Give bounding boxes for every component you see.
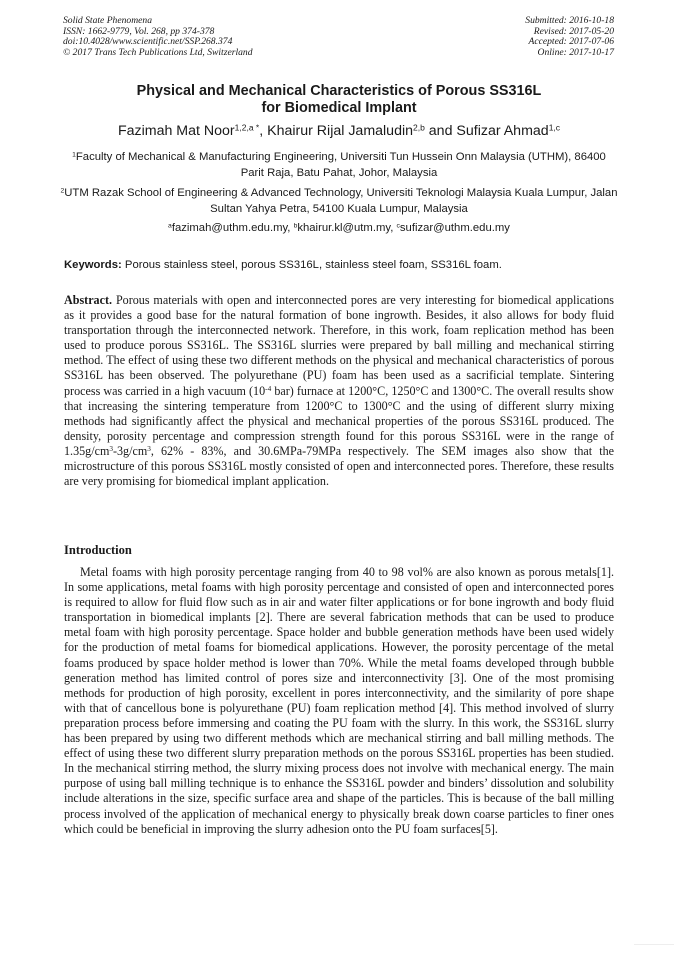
author-name: Fazimah Mat Noor bbox=[117, 123, 235, 139]
date-accepted: Accepted: 2017-07-06 bbox=[528, 36, 614, 48]
introduction-paragraph: Metal foams with high porosity percentage ranging from 40 to 98 vol% are also known as porous metals[1]. In some applications, metal foams with high porosity percentage and consisted of open and interconnected pores is required to allow for fluid flow such as in air and water filter applications or for bone ingrowth and body fluid transportation in biomedical implants [2]. There are several fabrication methods that can be used to produce metal foam with high porosity percentage. Space holder and bubble generation methods have been used widely for the production of metal foams for biomedical applications. However, the porosity percentage of the metal foams produced by space holder method is lower than 70%. While the metal foams developed through bubble generation method has limited control of pores size and interconnectivity [3]. One of the most promising methods for production of high porosity, excellent in pores interconnectivity, and the similarity of pore shape with that of cancellous bone is polyurethane (PU) foam replication method [4]. This method involved of slurry preparation process before immersing and coating the PU foam with the slurry. In this work, the SS316L slurry has been prepared by using two different methods which are mechanical stirring and ball milling methods. The effect of using these two different slurry preparation methods on the porous SS316L properties has been studied. In the mechanical stirring method, the slurry mixing process does not involve with mechanical energy. The main purpose of using ball milling technique is to enhance the SS316L powder and binders’ dissolution and solubility include alterations in the size, specific surface area and shape of the particles. This is because of the ball milling process involved of the application of mechanical energy to physically break down coarse particles to finer ones which could be beneficial in improving the slurry adhesion onto the PU foam surfaces[5]. bbox=[64, 565, 614, 836]
author-name: Sufizar Ahmad bbox=[456, 123, 549, 139]
author-emails: $^a$fazimah@uthm.edu.my, $^b$khairur.kl@utm.my, $^c$sufizar@uthm.edu.my bbox=[168, 222, 510, 234]
author-sep: , bbox=[259, 123, 268, 139]
title-line-1: Physical and Mechanical Characteristics of Porous SS316L bbox=[136, 83, 542, 99]
keywords-label: Keywords: bbox=[64, 259, 122, 271]
affiliation-sup: 2 bbox=[60, 187, 65, 195]
abstract-sup: 3 bbox=[109, 444, 113, 453]
title-line-2: for Biomedical Implant bbox=[261, 100, 417, 116]
publisher-watermark bbox=[634, 941, 674, 953]
abstract-sup: 3 bbox=[147, 444, 151, 453]
affiliation-2 bbox=[60, 185, 618, 217]
journal-name: Solid State Phenomena bbox=[63, 15, 152, 26]
email-sup: b bbox=[293, 222, 298, 230]
journal-copyright: © 2017 Trans Tech Publications Ltd, Switzerland bbox=[63, 46, 253, 58]
abstract-text: , 62% - 83%, and 30.6MPa-79MPa respectively. The SEM images also show that the microstructure of this porous SS316L mostly consisted of open and interconnected pores. Therefore, these results are very promising for biomedical implant application. bbox=[64, 443, 614, 489]
affiliation-1 bbox=[60, 149, 618, 181]
author-sep: and bbox=[424, 123, 457, 139]
author-list bbox=[40, 122, 638, 140]
author-sup: 2,b bbox=[413, 122, 425, 133]
email-link[interactable]: sufizar@uthm.edu.my bbox=[399, 222, 510, 234]
abstract-sup: -4 bbox=[265, 384, 272, 393]
keywords-text: Porous stainless steel, porous SS316L, stainless steel foam, SS316L foam. bbox=[124, 259, 502, 271]
affiliation-text: Faculty of Mechanical & Manufacturing Engineering, Universiti Tun Hussein Onn Malaysia (UTHM), 86400 Parit Raja, Batu Pahat, Johor, Malaysia bbox=[75, 151, 606, 179]
paper-title bbox=[40, 83, 638, 117]
abstract-text: Porous materials with open and interconnected pores are very interesting for biomedical applications as it provides a good base for the natural formation of bone ingrowth. Besides, it also allows for body fluid transportation through the interconnected network. Therefore, in this work, foam replication method has been used to produce porous SS316L. The SS316L slurries were prepared by ball milling and mechanical stirring method. The effect of using these two different methods on the physical and mechanical characteristics of porous SS316L has been observed. The polyurethane (PU) foam has been used as a sacrificial template. Sintering process was carried in a high vacuum (10 bbox=[64, 293, 615, 398]
abstract-label: Abstract. bbox=[64, 293, 113, 307]
author-sup: 1,c bbox=[548, 122, 561, 133]
email-sup: a bbox=[168, 222, 172, 230]
abstract-text: bar) furnace at 1200°C, 1250°C and 1300°C. The overall results show that increasing the sintering temperature from 1200°C to 1300°C and the using of different slurry mixing methods had significantly affect the physical and mechanical properties of the porous SS316L produced. The density, porosity percentage and compression strength found for this porous SS316L were in the range of 1.35g/cm bbox=[64, 383, 614, 458]
journal-info bbox=[63, 16, 253, 58]
author-sup: 1,2,a * bbox=[234, 122, 260, 133]
abstract bbox=[64, 293, 614, 489]
journal-issn: ISSN: 1662-9779, Vol. 268, pp 374-378 bbox=[63, 25, 215, 37]
keywords bbox=[64, 258, 616, 273]
email-link[interactable]: khairur.kl@utm.my bbox=[297, 222, 391, 234]
date-online: Online: 2017-10-17 bbox=[537, 46, 614, 58]
publication-dates bbox=[525, 16, 614, 58]
email-link[interactable]: fazimah@uthm.edu.my bbox=[171, 222, 288, 234]
abstract-text: -3g/cm bbox=[112, 443, 148, 458]
journal-doi: doi:10.4028/www.scientific.net/SSP.268.374 bbox=[63, 36, 233, 48]
affiliation-sup: 1 bbox=[72, 151, 76, 159]
date-submitted: Submitted: 2016-10-18 bbox=[525, 15, 614, 26]
author-name: Khairur Rijal Jamaludin bbox=[267, 123, 414, 139]
section-heading-introduction: Introduction bbox=[64, 543, 132, 557]
date-revised: Revised: 2017-05-20 bbox=[533, 25, 614, 37]
affiliation-text: UTM Razak School of Engineering & Advanced Technology, Universiti Teknologi Malaysia Kuala Lumpur, Jalan Sultan Yahya Petra, 54100 Kuala Lumpur, Malaysia bbox=[64, 187, 618, 215]
email-sup: c bbox=[396, 222, 400, 230]
